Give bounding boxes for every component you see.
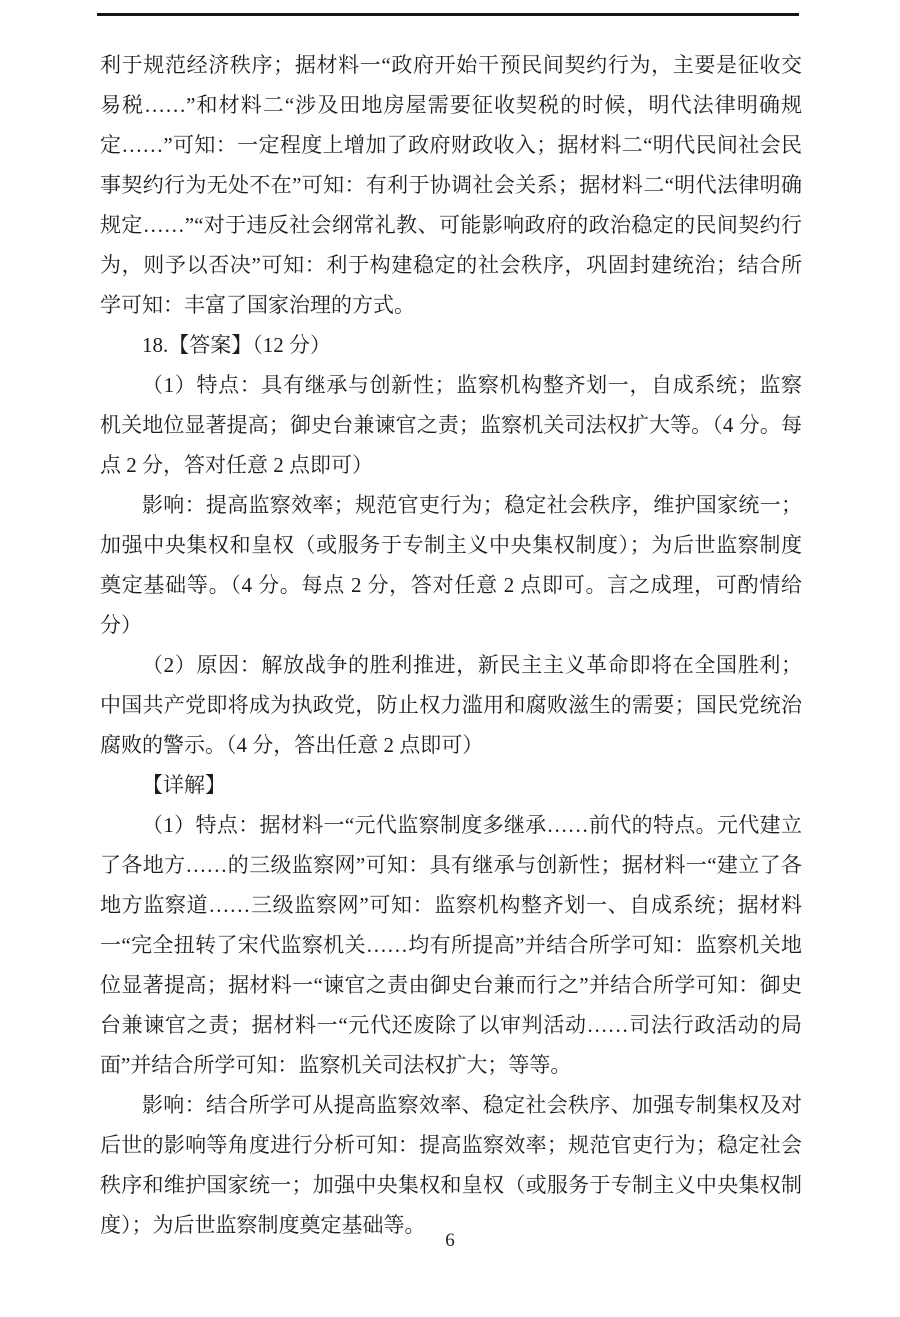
paragraph-detail-heading: 【详解】 — [142, 773, 226, 797]
paragraph-q18-part1-features: （1）特点：具有继承与创新性；监察机构整齐划一，自成系统；监察机关地位显著提高；御史台兼谏官之责；监察机关司法权扩大等。（4 分。每点 2 分，答对任意 2 点即可） — [100, 373, 802, 477]
paragraph-detail-part1-features: （1）特点：据材料一“元代监察制度多继承……前代的特点。元代建立了各地方……的三级监察网”可知：具有继承与创新性；据材料一“建立了各地方监察道……三级监察网”可知：监察机构整齐划一、自成系统；据材料一“完全扭转了宋代监察机关……均有所提高”并结合所学可知：监察机关地位显著提高；据材料一“谏官之责由御史台兼而行之”并结合所学可知：御史台兼谏官之责；据材料一“元代还废除了以审判活动……司法行政活动的局面”并结合所学可知：监察机关司法权扩大；等等。 — [100, 813, 802, 1077]
paragraph-continuation-q17-analysis: 利于规范经济秩序；据材料一“政府开始干预民间契约行为，主要是征收交易税……”和材料二“涉及田地房屋需要征收契税的时候，明代法律明确规定……”可知：一定程度上增加了政府财政收入；据材料二“明代民间社会民事契约行为无处不在”可知：有利于协调社会关系；据材料二“明代法律明确规定……”“对于违反社会纲常礼教、可能影响政府的政治稳定的民间契约行为，则予以否决”可知：利于构建稳定的社会秩序，巩固封建统治；结合所学可知：丰富了国家治理的方式。 — [100, 53, 802, 317]
answer-key-content — [100, 45, 802, 1245]
paragraph-detail-part1-impact: 影响：结合所学可从提高监察效率、稳定社会秩序、加强专制集权及对后世的影响等角度进行分析可知：提高监察效率；规范官吏行为；稳定社会秩序和维护国家统一；加强中央集权和皇权（或服务于专制主义中央集权制度）；为后世监察制度奠定基础等。 — [100, 1093, 802, 1237]
paragraph-q18-part1-impact: 影响：提高监察效率；规范官吏行为；稳定社会秩序，维护国家统一；加强中央集权和皇权（或服务于专制主义中央集权制度）；为后世监察制度奠定基础等。（4 分。每点 2 分，答对任意 2 点即可。言之成理，可酌情给分） — [100, 493, 802, 637]
paragraph-q18-part2-reasons: （2）原因：解放战争的胜利推进，新民主主义革命即将在全国胜利；中国共产党即将成为执政党，防止权力滥用和腐败滋生的需要；国民党统治腐败的警示。（4 分，答出任意 2 点即可） — [100, 653, 802, 757]
header-rule — [97, 13, 799, 16]
page-footer — [0, 1226, 900, 1256]
page-number: 6 — [445, 1230, 455, 1251]
paragraph-q18-answer-heading: 18.【答案】（12 分） — [142, 333, 331, 357]
